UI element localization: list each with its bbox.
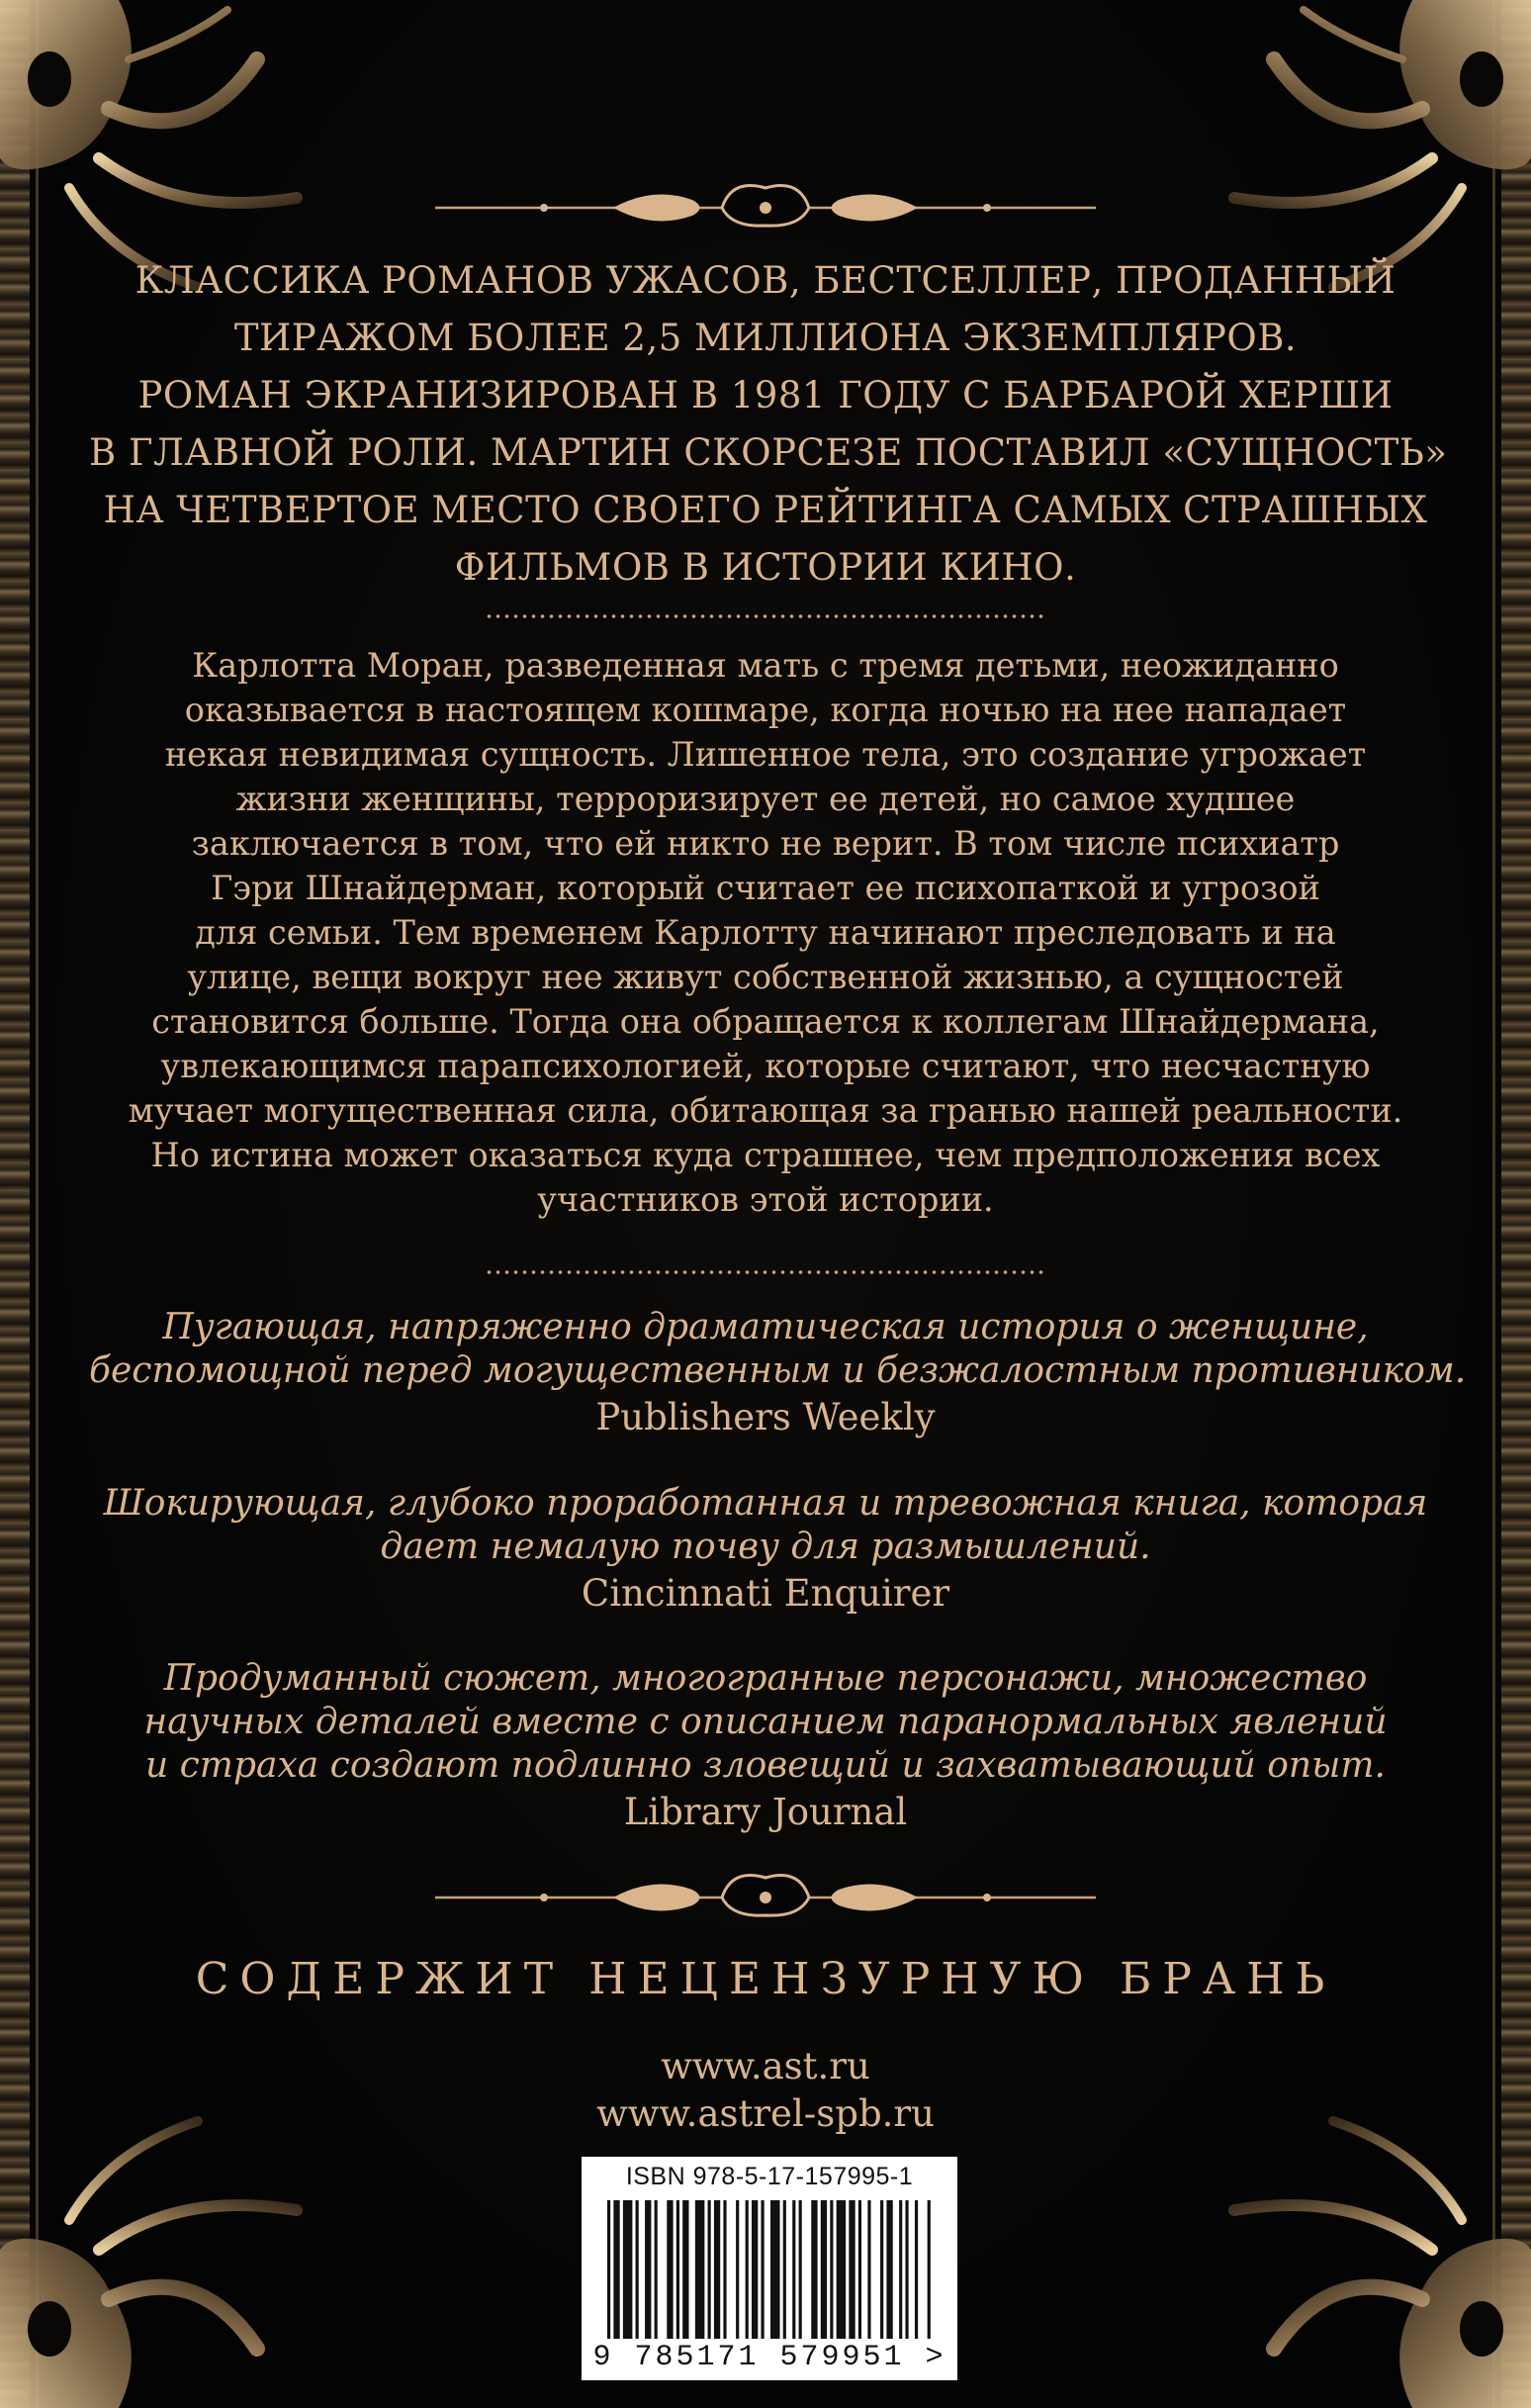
synopsis-line: некая невидимая сущность. Лишенное тела, это создание угрожает	[164, 735, 1367, 774]
review-line: дает немалую почву для размышлений.	[380, 1527, 1151, 1567]
ean-digits: 9 785171 579951 >	[592, 2341, 946, 2374]
right-ornamental-border	[1501, 0, 1531, 2408]
review-quote	[89, 1482, 1442, 1619]
review-line: и страха создают подлинно зловещий и захватывающий опыт.	[145, 1745, 1386, 1786]
synopsis-line: участников этой истории.	[537, 1180, 994, 1219]
publisher-url[interactable]: www.ast.ru	[661, 2045, 870, 2087]
barcode-bars	[607, 2200, 934, 2339]
synopsis-line: улице, вещи вокруг нее живут собственной жизнью, а сущностей	[187, 958, 1344, 996]
blurb-line: РОМАН ЭКРАНИЗИРОВАН В 1981 ГОДУ С БАРБАРОЙ ХЕРШИ	[137, 374, 1394, 417]
synopsis-line: оказывается в настоящем кошмаре, когда ночью на нее нападает	[184, 691, 1347, 729]
synopsis-line: увлекающимся парапсихологией, которые считают, что несчастную	[160, 1047, 1371, 1085]
blurb-line: КЛАССИКА РОМАНОВ УЖАСОВ, БЕСТСЕЛЛЕР, ПРОДАННЫЙ	[135, 259, 1396, 302]
review-source: Publishers Weekly	[595, 1396, 936, 1438]
synopsis-line: для семьи. Тем временем Карлотту начинают преследовать и на	[195, 913, 1336, 952]
top-flourish-ornament	[435, 178, 1096, 237]
review-source: Library Journal	[623, 1791, 908, 1833]
review-line: научных деталей вместе с описанием паранормальных явлений	[143, 1702, 1388, 1742]
blurb-line: НА ЧЕТВЕРТОЕ МЕСТО СВОЕГО РЕЙТИНГА САМЫХ СТРАШНЫХ	[103, 489, 1428, 531]
review-quote	[89, 1657, 1442, 1837]
left-inner-rule	[36, 0, 39, 2408]
synopsis-line: Карлотта Моран, разведенная мать с тремя детьми, неожиданно	[192, 646, 1339, 685]
synopsis-line: жизни женщины, терроризирует ее детей, но самое худшее	[235, 780, 1296, 818]
blurb-line: ТИРАЖОМ БОЛЕЕ 2,5 МИЛЛИОНА ЭКЗЕМПЛЯРОВ.	[233, 317, 1298, 359]
synopsis-line: Но истина может оказаться куда страшнее, чем предположения всех	[150, 1136, 1381, 1174]
headline-blurb	[89, 252, 1448, 597]
profanity-warning: СОДЕРЖИТ НЕЦЕНЗУРНУЮ БРАНЬ	[195, 1954, 1336, 2004]
right-inner-rule	[1492, 0, 1495, 2408]
synopsis-line: становится больше. Тогда она обращается к коллегам Шнайдермана,	[151, 1002, 1380, 1041]
isbn-barcode	[582, 2157, 957, 2380]
bottom-flourish-ornament	[435, 1868, 1096, 1927]
review-line: Продуманный сюжет, многогранные персонажи, множество	[163, 1658, 1368, 1699]
synopsis-line: Гэри Шнайдерман, который считает ее психопаткой и угрозой	[211, 869, 1320, 907]
dotted-divider	[485, 613, 1046, 619]
left-ornamental-border	[0, 0, 30, 2408]
review-line: Пугающая, напряженно драматическая история о женщине,	[162, 1307, 1369, 1347]
publisher-url[interactable]: www.astrel-spb.ru	[596, 2092, 935, 2135]
synopsis-line: заключается в том, что ей никто не верит. В том числе психиатр	[191, 824, 1340, 863]
blurb-line: В ГЛАВНОЙ РОЛИ. МАРТИН СКОРСЕЗЕ ПОСТАВИЛ «СУЩНОСТЬ»	[89, 431, 1448, 474]
corner-skull-ornament-bottom-right	[1205, 2111, 1531, 2408]
corner-skull-ornament-bottom-left	[0, 2111, 326, 2408]
synopsis-line: мучает могущественная сила, обитающая за гранью нашей реальности.	[128, 1091, 1403, 1130]
review-quote	[89, 1306, 1467, 1442]
review-source: Cincinnati Enquirer	[581, 1572, 950, 1615]
review-line: беспомощной перед могущественным и безжалостным противником.	[89, 1350, 1467, 1391]
publisher-urls	[89, 2043, 1442, 2138]
isbn-label: ISBN 978-5-17-157995-1	[625, 2163, 914, 2190]
synopsis-paragraph	[89, 643, 1442, 1222]
blurb-line: ФИЛЬМОВ В ИСТОРИИ КИНО.	[454, 546, 1077, 589]
review-line: Шокирующая, глубоко проработанная и тревожная книга, которая	[103, 1483, 1428, 1524]
dotted-divider	[485, 1269, 1046, 1275]
